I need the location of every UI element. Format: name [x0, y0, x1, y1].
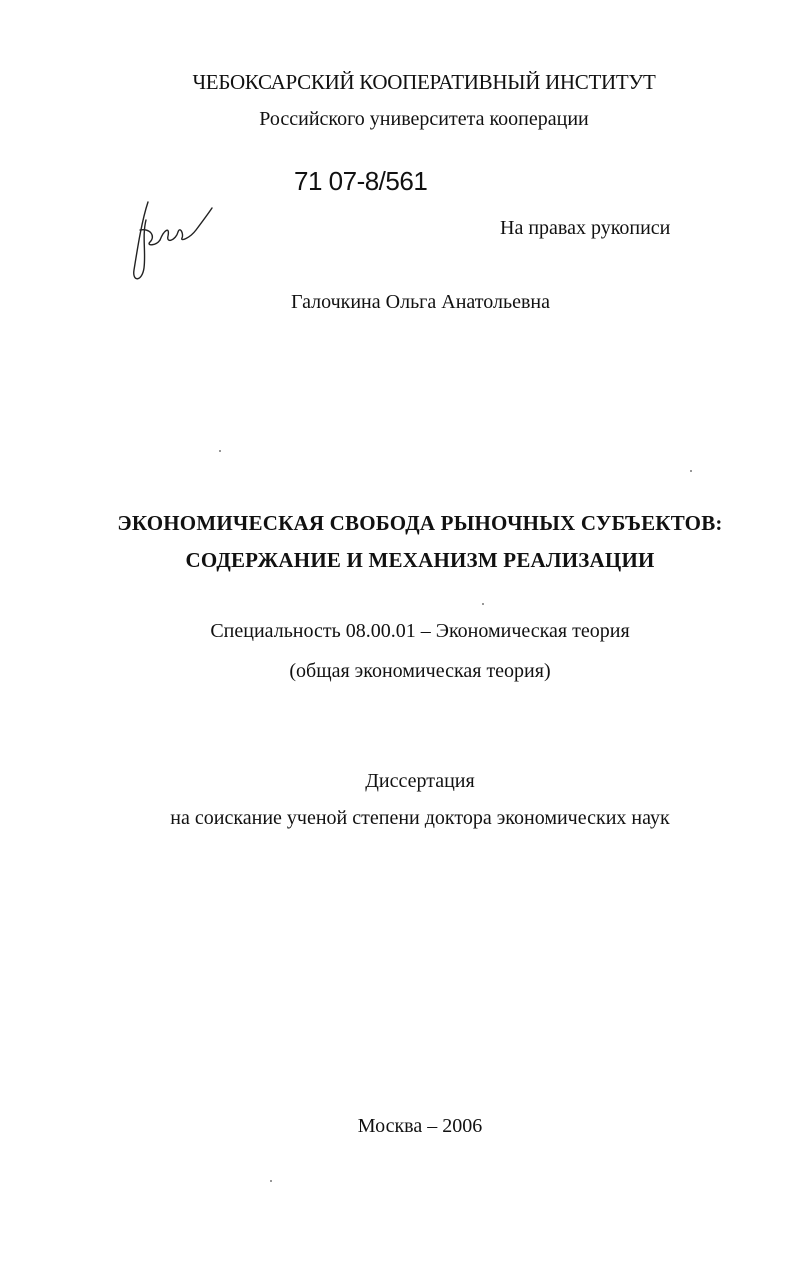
title-line-2: СОДЕРЖАНИЕ И МЕХАНИЗМ РЕАЛИЗАЦИИ	[185, 548, 655, 572]
dissertation-label: Диссертация	[365, 770, 475, 792]
scan-speck	[482, 603, 484, 605]
specialty-line-1: Специальность 08.00.01 – Экономическая теория	[210, 620, 630, 642]
scan-speck	[270, 1180, 272, 1182]
university-name: Российского университета кооперации	[259, 108, 589, 130]
degree-description: на соискание ученой степени доктора экономических наук	[170, 807, 670, 829]
institute-name: ЧЕБОКСАРСКИЙ КООПЕРАТИВНЫЙ ИНСТИТУТ	[192, 70, 656, 94]
scan-speck	[219, 450, 221, 452]
catalog-number: 71 07-8/561	[294, 166, 428, 196]
title-line-1: ЭКОНОМИЧЕСКАЯ СВОБОДА РЫНОЧНЫХ СУБЪЕКТОВ:	[117, 511, 723, 535]
scan-speck	[690, 470, 692, 472]
specialty-line-2: (общая экономическая теория)	[289, 660, 551, 682]
handwritten-signature	[120, 190, 220, 290]
rights-note: На правах рукописи	[500, 217, 671, 239]
city-year: Москва – 2006	[357, 1115, 483, 1137]
author-name: Галочкина Ольга Анатольевна	[291, 291, 550, 313]
